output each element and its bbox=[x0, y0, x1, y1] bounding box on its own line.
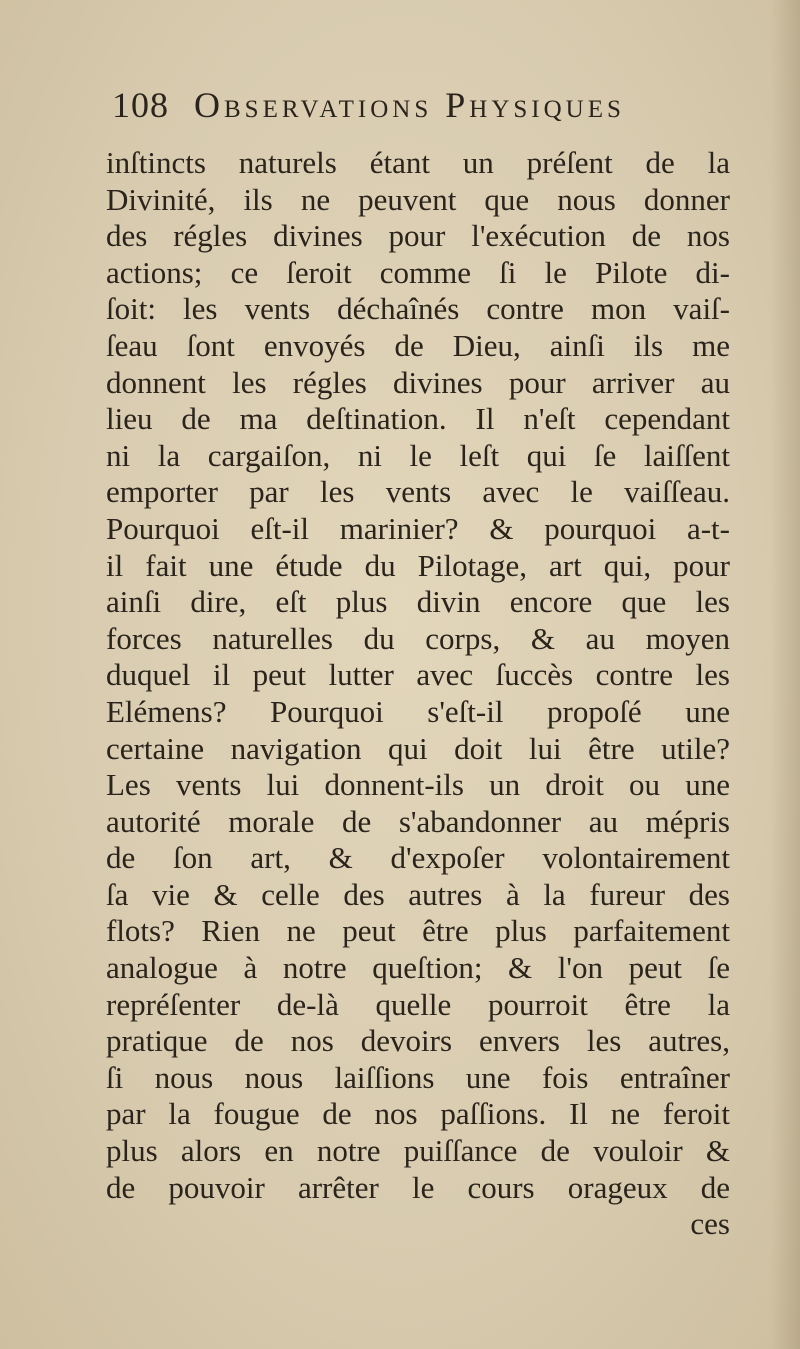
text-line: repréſenter de-là quelle pourroit être la bbox=[106, 986, 730, 1022]
text-line: des régles divines pour l'exécution de nos bbox=[106, 218, 730, 254]
text-block bbox=[106, 145, 730, 1243]
text-line: Divinité, ils ne peuvent que nous donner bbox=[106, 181, 730, 217]
text-line: flots? Rien ne peut être plus parfaitement bbox=[106, 913, 730, 949]
running-header bbox=[112, 80, 732, 130]
text-line: ſa vie & celle des autres à la fureur des bbox=[106, 876, 730, 912]
text-line: certaine navigation qui doit lui être utile? bbox=[106, 730, 730, 766]
text-line: duquel il peut lutter avec ſuccès contre les bbox=[106, 657, 730, 693]
text-line: forces naturelles du corps, & au moyen bbox=[106, 620, 730, 656]
text-line: de ſon art, & d'expoſer volontairement bbox=[106, 840, 730, 876]
catchword: ces bbox=[690, 1206, 730, 1242]
page-gutter-shadow bbox=[770, 0, 800, 1349]
text-line: autorité morale de s'abandonner au mépris bbox=[106, 803, 730, 839]
text-line: par la fougue de nos paſſions. Il ne feroit bbox=[106, 1096, 730, 1132]
page-number: 108 bbox=[112, 85, 169, 125]
text-line: donnent les régles divines pour arriver au bbox=[106, 364, 730, 400]
text-line: lieu de ma deſtination. Il n'eſt cependant bbox=[106, 401, 730, 437]
running-title: Observations Physiques bbox=[194, 85, 625, 125]
text-line: ſi nous nous laiſſions une fois entraîner bbox=[106, 1059, 730, 1095]
text-line: ainſi dire, eſt plus divin encore que les bbox=[106, 584, 730, 620]
text-line: inſtincts naturels étant un préſent de la bbox=[106, 145, 730, 180]
text-line: ſeau ſont envoyés de Dieu, ainſi ils me bbox=[106, 327, 730, 363]
text-line: plus alors en notre puiſſance de vouloir & bbox=[106, 1133, 730, 1169]
text-line: analogue à notre queſtion; & l'on peut ſe bbox=[106, 950, 730, 986]
text-line: Elémens? Pourquoi s'eſt-il propoſé une bbox=[106, 693, 730, 729]
text-line: Pourquoi eſt-il marinier? & pourquoi a-t- bbox=[106, 510, 730, 546]
text-line: ſoit: les vents déchaînés contre mon vaiſ- bbox=[106, 291, 730, 327]
text-line: Les vents lui donnent-ils un droit ou une bbox=[106, 767, 730, 803]
text-line: de pouvoir arrêter le cours orageux de bbox=[106, 1169, 730, 1205]
text-line: ni la cargaiſon, ni le leſt qui ſe laiſſent bbox=[106, 437, 730, 473]
text-line: pratique de nos devoirs envers les autres, bbox=[106, 1023, 730, 1059]
text-line: emporter par les vents avec le vaiſſeau. bbox=[106, 474, 730, 510]
text-line: il fait une étude du Pilotage, art qui, pour bbox=[106, 547, 730, 583]
text-line: actions; ce ſeroit comme ſi le Pilote di- bbox=[106, 254, 730, 290]
